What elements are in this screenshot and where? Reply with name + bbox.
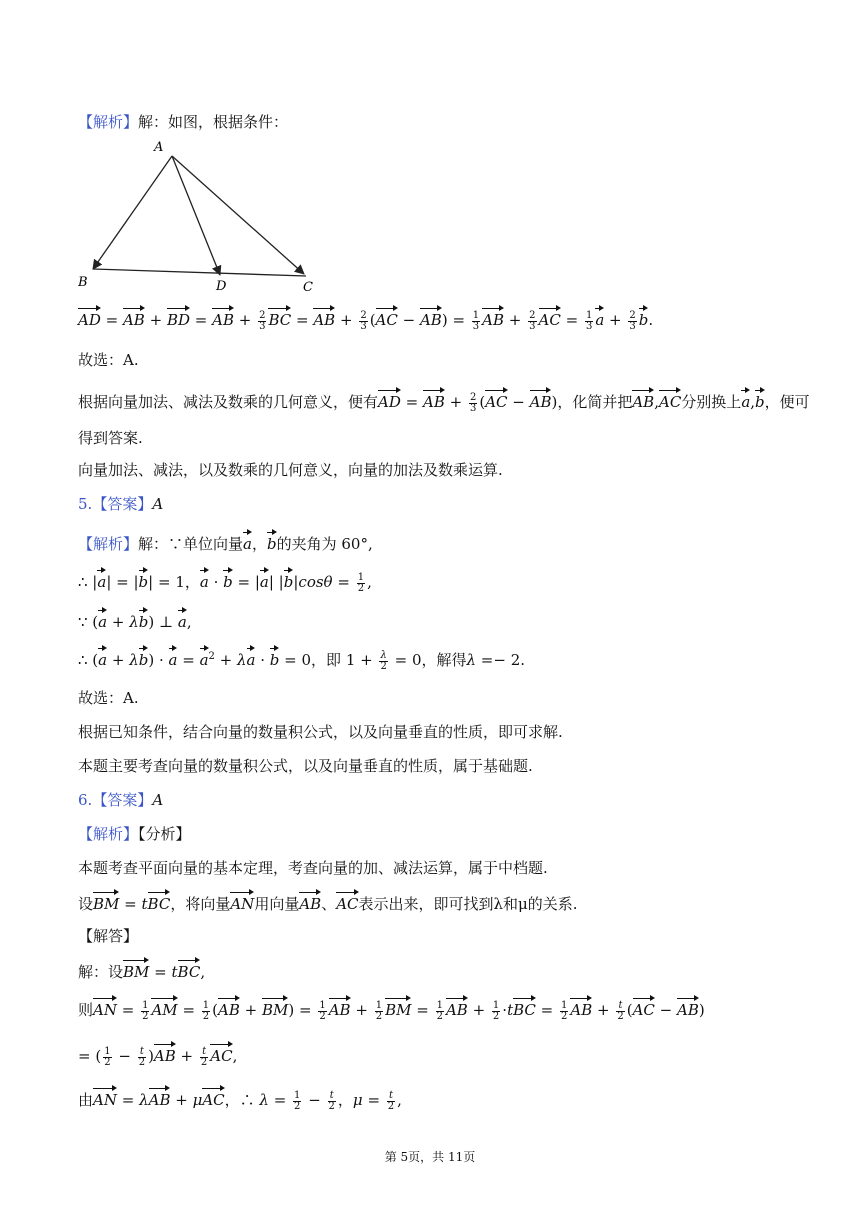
q6-sol4: 由AN = λAB + μAC，∴ λ = $\frac{1}{2}$ − $\frac{t}{2}$ ，μ = $\frac{t}{2}$ ,	[78, 1086, 402, 1112]
page-footer: 第 5页，共 11页	[384, 1150, 476, 1164]
q4-choose: 故选：A.	[78, 351, 139, 369]
q6-sol3: = ( $\frac{1}{2}$ − $\frac{t}{2}$ )AB + $\frac{t}{2}$ AC,	[78, 1042, 237, 1068]
q5-step3: ∴ $(a + \lambda b) \cdot a = a^2 + \lambda a \cdot b = 0$，即 1 + $\frac{\lambda}{2}$ = 0，解得λ =− 2.	[78, 646, 525, 672]
q5-explain: 根据已知条件，结合向量的数量积公式，以及向量垂直的性质，即可求解.	[78, 723, 563, 741]
q5-step1: ∴ |a| = |b| = 1，a · b = |a| |b|cosθ = $\frac{1}{2}$ ,	[78, 568, 372, 594]
q5-step2: ∵ (a + λb) ⊥ a,	[78, 608, 192, 632]
q5-choose: 故选：A.	[78, 689, 139, 707]
q5-answer: 5.【答案】A	[78, 495, 164, 513]
q6-sol2: 则AN = $\frac{1}{2}$ AM = $\frac{1}{2}$ (AB + BM) = $\frac{1}{2}$ AB + $\frac{1}{2}$ BM = $\frac{1}{2}$ AB + $\frac{1}{2}$ ·tBC = $\frac{1}{2}$ AB + $\frac{t}{2}$ (AC − AB)	[78, 996, 705, 1022]
triangle-figure	[78, 136, 328, 296]
q4-equation: AD = AB + BD = AB + $\frac{2}{3}$ BC = AB + $\frac{2}{3}$ (AC − AB) = $\frac{1}{3}$ AB + $\frac{2}{3}$ AC = $\frac{1}{3}$ a + $\frac{2}{3}$ b.	[78, 306, 653, 332]
q6-answer: 6.【答案】A	[78, 791, 164, 809]
label-A: A	[154, 140, 164, 155]
q4-note: 向量加法、减法，以及数乘的几何意义，向量的加法及数乘运算.	[78, 461, 503, 479]
segment-AD	[172, 156, 220, 275]
q5-analysis: 【解析】解：∵单位向量a，b的夹角为 60°,	[78, 530, 373, 554]
q4-explain: 根据向量加法、减法及数乘的几何意义，便有AD = AB + $\frac{2}{3}$ (AC − AB)，化简并把AB,AC分别换上a,b，便可	[78, 388, 810, 414]
q6-set: 设BM = tBC，将向量AN用向量AB、AC表示出来，即可找到λ和μ的关系.	[78, 890, 578, 914]
q6-sol1: 解：设BM = tBC,	[78, 958, 205, 982]
q6-analysis-header: 【解析】【分析】	[78, 825, 191, 843]
q6-desc: 本题考查平面向量的基本定理，考查向量的加、减法运算，属于中档题.	[78, 859, 548, 877]
label-C: C	[303, 280, 313, 295]
q5-note: 本题主要考查向量的数量积公式，以及向量垂直的性质，属于基础题.	[78, 757, 533, 775]
label-B: B	[78, 275, 88, 290]
segment-BC	[93, 269, 306, 276]
q4-explain-cont: 得到答案.	[78, 429, 143, 447]
label-D: D	[216, 279, 227, 294]
q4-analysis-intro: 【解析】解：如图，根据条件：	[78, 113, 289, 131]
segment-AC	[172, 156, 304, 274]
segment-AB	[93, 156, 172, 269]
q6-solution-header: 【解答】	[78, 927, 139, 945]
